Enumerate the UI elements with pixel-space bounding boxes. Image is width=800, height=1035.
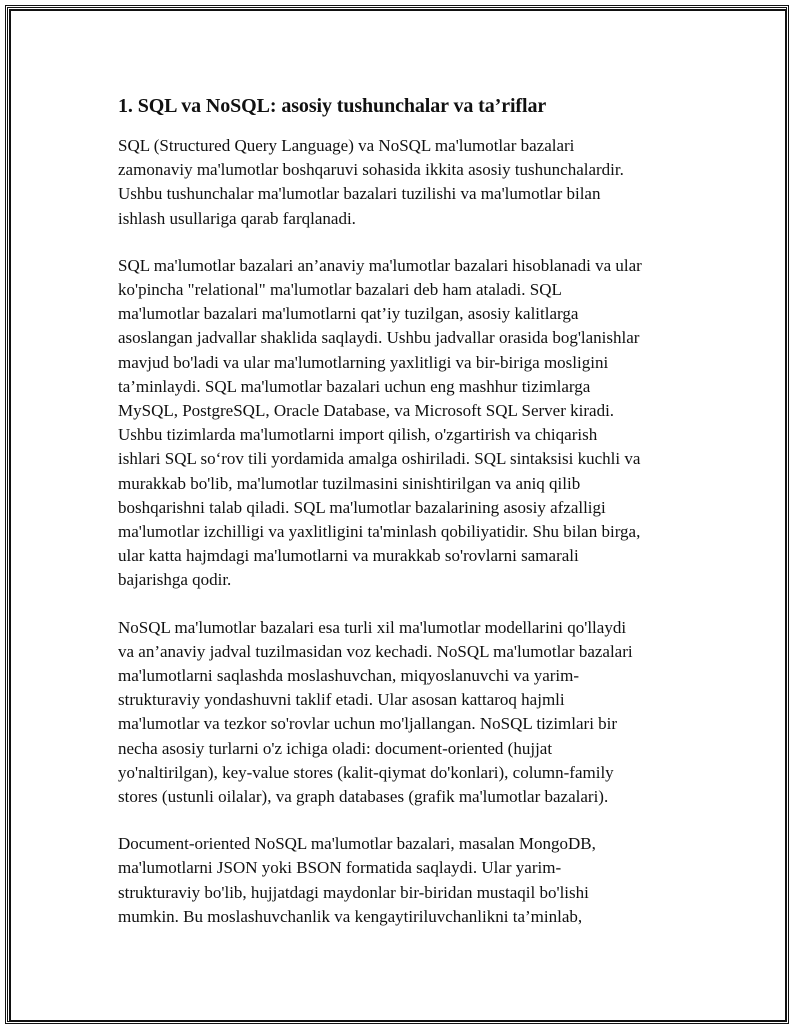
text-line: asoslangan jadvallar shaklida saqlaydi. Ushbu jadvallar orasida bog'lanishlar [118,328,640,348]
text-line: boshqarishni talab qiladi. SQL ma'lumotlar bazalarining asosiy afzalligi [118,497,606,517]
paragraph-document-oriented [118,832,693,929]
text-line: yo'naltirilgan), key-value stores (kalit-qiymat do'konlari), column-family [118,762,614,782]
section-heading: 1. SQL va NoSQL: asosiy tushunchalar va ta’riflar [118,95,547,117]
text-line: ma'lumotlar va tezkor so'rovlar uchun mo'ljallangan. NoSQL tizimlari bir [118,714,618,734]
text-line: ma'lumotlar izchilligi va yaxlitligini ta'minlash qobiliyatidir. Shu bilan birga, [118,522,641,542]
text-line: ko'pincha "relational" ma'lumotlar bazalari deb ham ataladi. SQL [118,280,562,300]
text-line: mavjud bo'ladi va ular ma'lumotlarning yaxlitligi va bir-biriga mosligini [118,352,609,372]
text-line: ma'lumotlar bazalari ma'lumotlarni qat’iy tuzilgan, asosiy kalitlarga [118,304,579,324]
text-line: ishlari SQL so‘rov tili yordamida amalga oshiriladi. SQL sintaksisi kuchli va [118,449,641,469]
text-line: ma'lumotlarni JSON yoki BSON formatida saqlaydi. Ular yarim- [118,858,562,878]
text-line: SQL ma'lumotlar bazalari an’anaviy ma'lumotlar bazalari hisoblanadi va ular [118,255,642,275]
text-line: ma'lumotlarni saqlashda moslashuvchan, miqyoslanuvchi va yarim- [118,666,580,686]
text-line: mumkin. Bu moslashuvchanlik va kengaytiriluvchanlikni ta’minlab, [118,906,583,926]
text-line: NoSQL ma'lumotlar bazalari esa turli xil ma'lumotlar modellarini qo'llaydi [118,617,627,637]
text-line: va an’anaviy jadval tuzilmasidan voz kechadi. NoSQL ma'lumotlar bazalari [118,641,633,661]
text-line: murakkab bo'lib, ma'lumotlar tuzilmasini sinishtirilgan va aniq qilib [118,473,581,493]
text-line: ta’minlaydi. SQL ma'lumotlar bazalari uchun eng mashhur tizimlarga [118,376,591,396]
document-body [118,93,693,952]
paragraph-sql [118,254,693,593]
text-line: strukturaviy yondashuvni taklif etadi. Ular asosan kattaroq hajmli [118,690,565,710]
text-line: ishlash usullariga qarab farqlanadi. [118,208,356,228]
text-line: zamonaviy ma'lumotlar boshqaruvi sohasida ikkita asosiy tushunchalardir. [118,160,624,180]
text-line: strukturaviy bo'lib, hujjatdagi maydonlar bir-biridan mustaqil bo'lishi [118,882,589,902]
text-line: SQL (Structured Query Language) va NoSQL ma'lumotlar bazalari [118,136,575,155]
text-line: bajarishga qodir. [118,570,232,590]
text-line: necha asosiy turlarni o'z ichiga oladi: document-oriented (hujjat [118,738,553,758]
text-line: Ushbu tushunchalar ma'lumotlar bazalari tuzilishi va ma'lumotlar bilan [118,184,601,204]
paragraph-nosql [118,616,693,810]
text-line: Ushbu tizimlarda ma'lumotlarni import qilish, o'zgartirish va chiqarish [118,425,598,445]
text-line: MySQL, PostgreSQL, Oracle Database, va Microsoft SQL Server kiradi. [118,401,615,421]
text-line: stores (ustunli oilalar), va graph databases (grafik ma'lumotlar bazalari). [118,787,609,807]
text-line: Document-oriented NoSQL ma'lumotlar bazalari, masalan MongoDB, [118,834,596,854]
paragraph-intro [118,134,693,231]
text-line: ular katta hajmdagi ma'lumotlarni va murakkab so'rovlarni samarali [118,546,579,566]
